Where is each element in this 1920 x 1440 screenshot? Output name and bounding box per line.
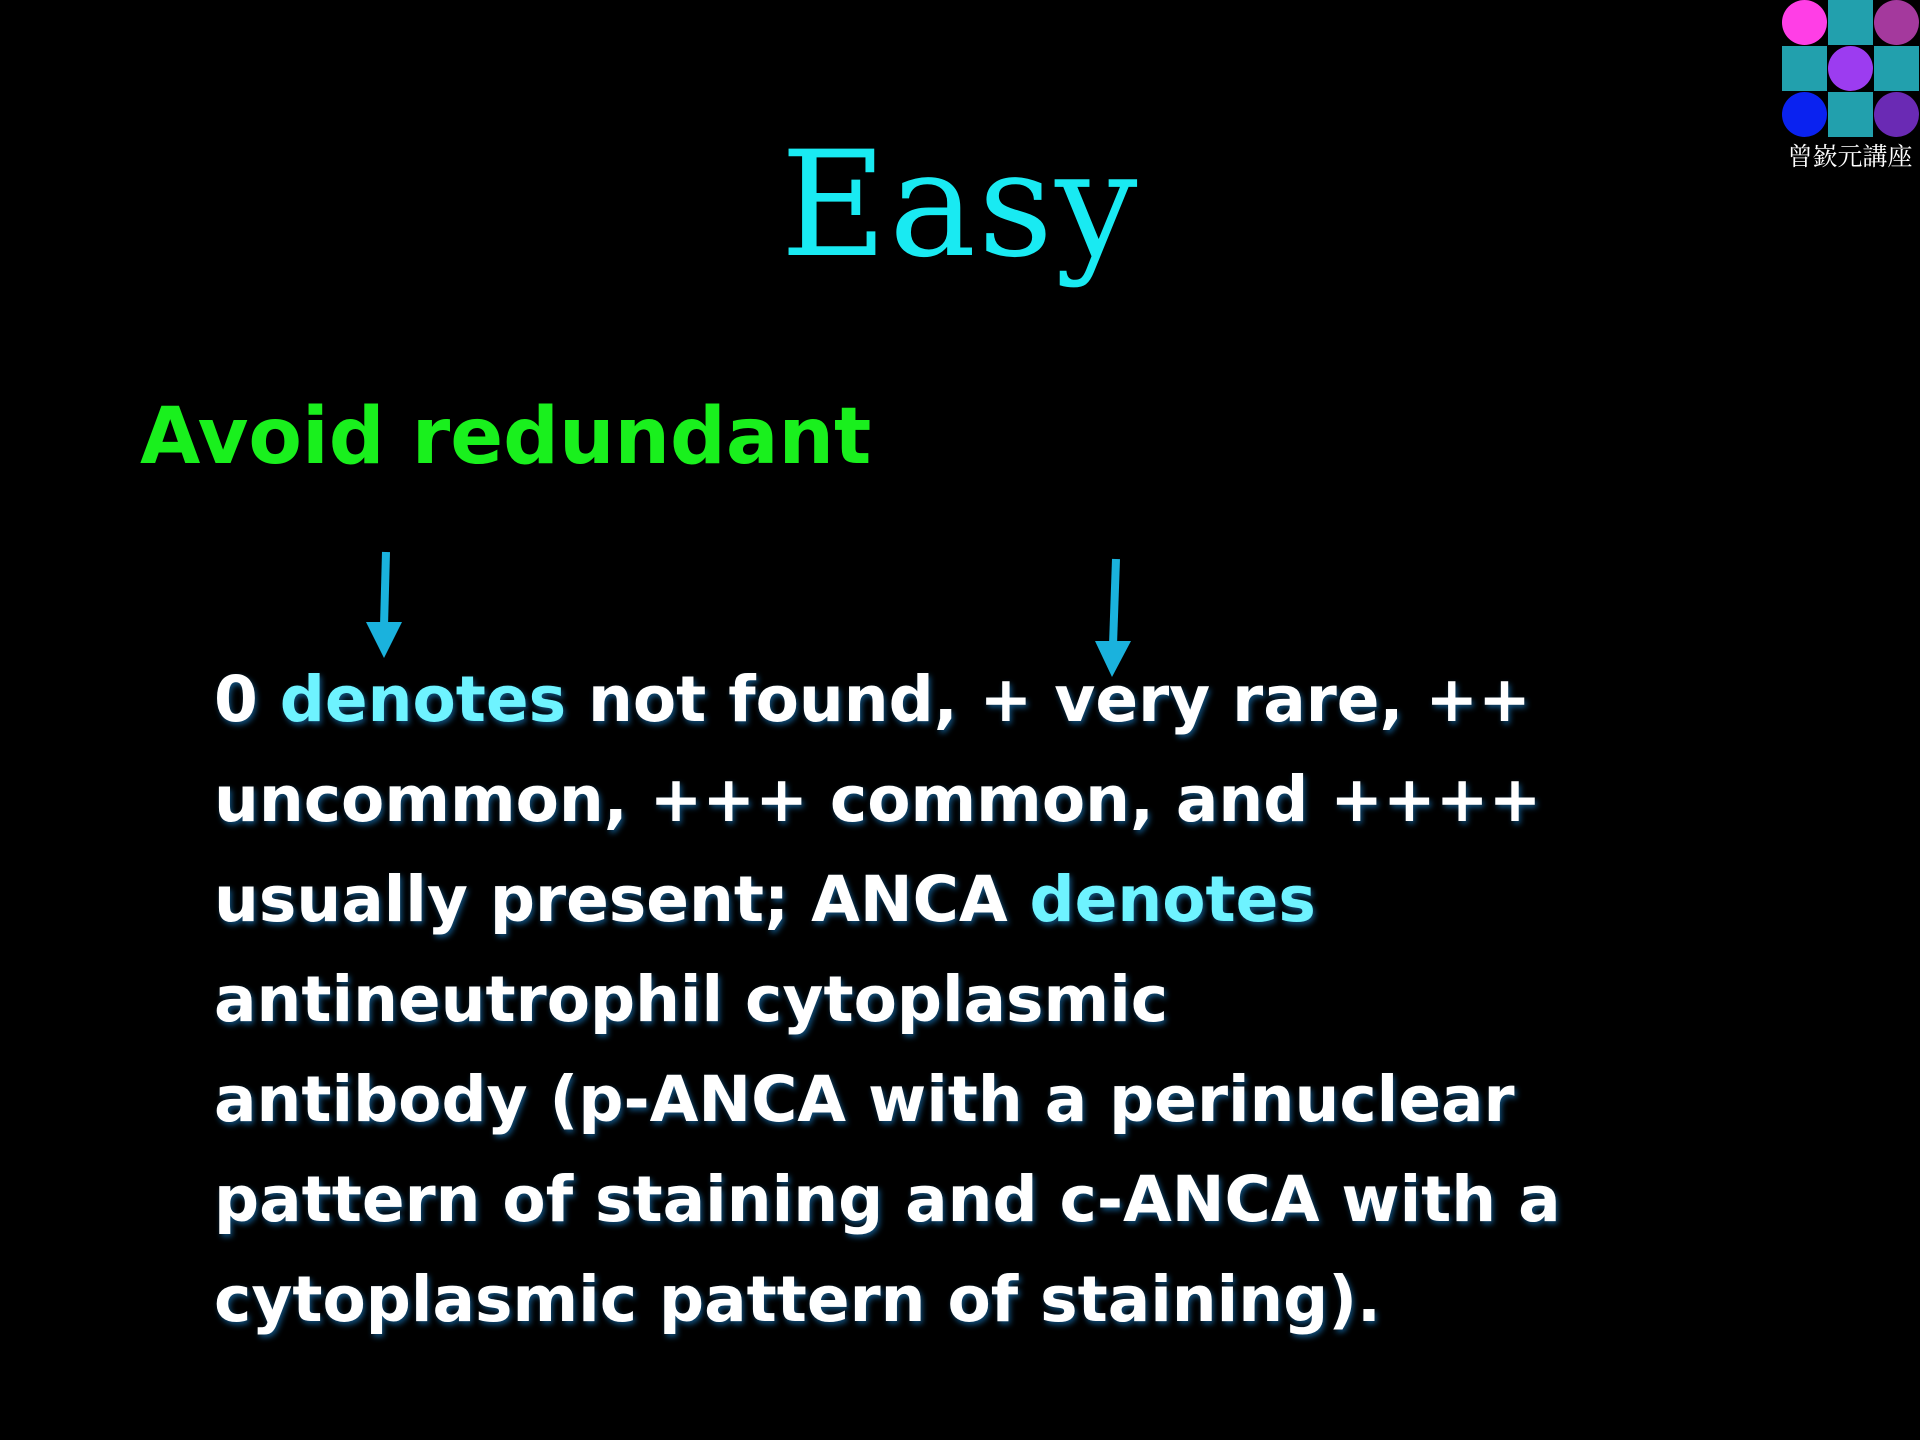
body-line [214, 1150, 1814, 1250]
body-line [214, 950, 1814, 1050]
logo-cell [1782, 46, 1827, 91]
body-text: cytoplasmic pattern of staining). [214, 1263, 1381, 1336]
arrow-shaft [1113, 559, 1116, 645]
body-text: usually present; ANCA [214, 863, 1030, 936]
body-text: uncommon, +++ common, and ++++ [214, 763, 1542, 836]
body-text: 0 [214, 663, 280, 736]
slide-title: Easy [780, 120, 1140, 290]
slide-subheading: Avoid redundant [140, 392, 872, 482]
highlight-word: denotes [279, 663, 567, 736]
body-text: not found, + very rare, ++ [566, 663, 1531, 736]
logo-caption: 曾嶔元講座 [1787, 142, 1913, 171]
body-line [214, 1250, 1814, 1350]
body-text: pattern of staining and c-ANCA with a [214, 1163, 1561, 1236]
logo-cell [1874, 46, 1919, 91]
arrow-shaft [384, 552, 386, 626]
logo-cell [1828, 0, 1873, 45]
logo-cell [1828, 46, 1873, 91]
logo-grid-icon [1782, 0, 1920, 138]
body-line [214, 850, 1814, 950]
body-line [214, 1050, 1814, 1150]
body-line [214, 750, 1814, 850]
logo-cell [1782, 0, 1827, 45]
logo-cell [1874, 0, 1919, 45]
down-arrow-icon [362, 548, 406, 660]
slide-body [214, 650, 1814, 1350]
body-text: antineutrophil cytoplasmic [214, 963, 1169, 1036]
highlight-word: denotes [1029, 863, 1316, 936]
body-text: antibody (p-ANCA with a perinuclear [214, 1063, 1515, 1136]
body-line [214, 650, 1814, 750]
